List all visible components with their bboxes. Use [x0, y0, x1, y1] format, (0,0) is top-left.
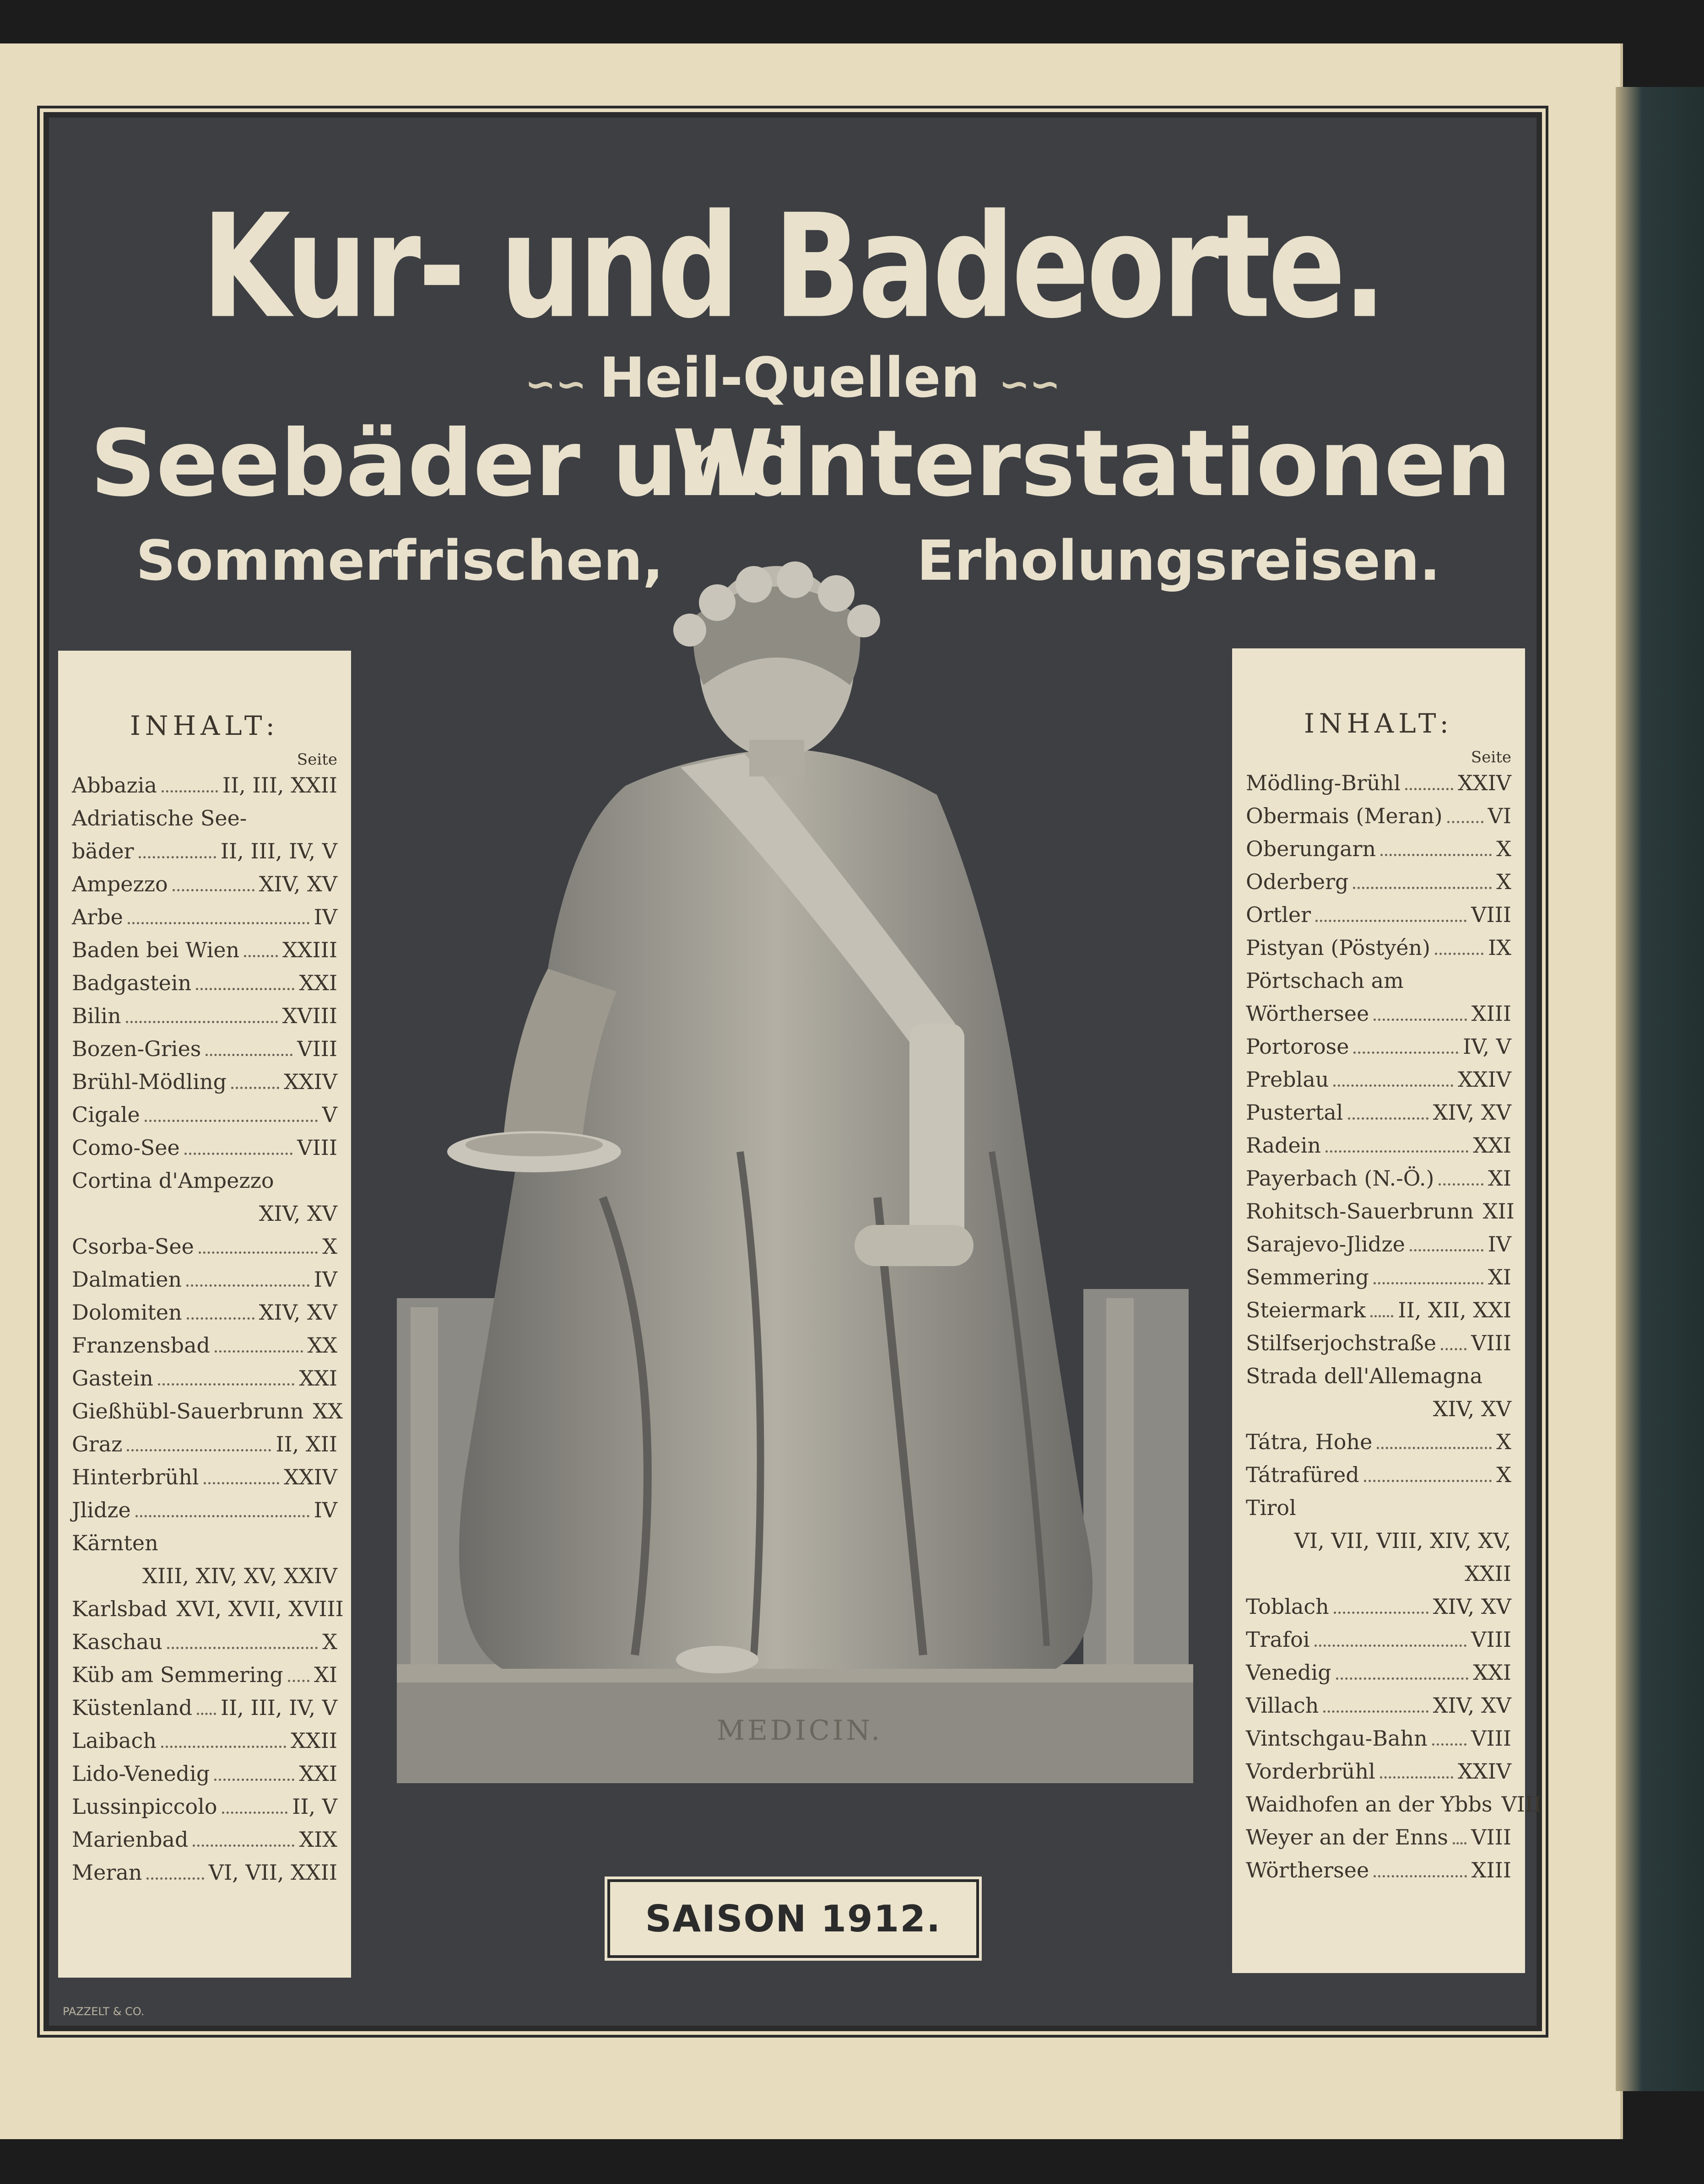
entry-name: Laibach [72, 1728, 157, 1753]
entry-name: Weyer an der Enns [1246, 1825, 1448, 1850]
entry-name: Pörtschach am [1246, 968, 1404, 993]
entry-pages: XI [314, 1662, 337, 1687]
index-entry [1246, 766, 1511, 799]
leader-dots [173, 868, 254, 891]
entry-name: Toblach [1246, 1594, 1329, 1619]
entry-pages: IV, V [1463, 1034, 1511, 1059]
entry-pages: X [322, 1629, 337, 1654]
entry-pages: II, XII [276, 1432, 337, 1456]
entry-name: Radein [1246, 1133, 1321, 1158]
index-entry [1246, 1359, 1511, 1392]
entry-pages: XXIII [282, 938, 337, 962]
entry-name: Jlidze [72, 1498, 131, 1522]
entry-pages: XXI [299, 1761, 337, 1786]
index-entry [1246, 1030, 1511, 1063]
index-entries [1246, 766, 1542, 1887]
index-entry [72, 1461, 337, 1494]
entry-name: Lido-Venedig [72, 1761, 210, 1786]
entry-pages: XXI [1473, 1133, 1511, 1158]
index-entry [72, 1197, 337, 1230]
leader-dots [1441, 1327, 1466, 1350]
entry-pages: VIII [297, 1135, 337, 1160]
index-entry [1246, 832, 1511, 865]
entry-name: Oberungarn [1246, 836, 1376, 861]
index-entry [72, 1790, 337, 1823]
entry-pages: XXII [291, 1728, 337, 1753]
saison-label: SAISON 1912. [645, 1897, 941, 1940]
entry-name: Payerbach (N.-Ö.) [1246, 1166, 1434, 1191]
entry-name: Pustertal [1246, 1100, 1343, 1125]
index-entry [72, 1856, 337, 1889]
entry-name: Strada dell'Allemagna [1246, 1364, 1483, 1388]
entry-name: Semmering [1246, 1265, 1369, 1289]
entry-pages: IX [1488, 935, 1511, 960]
index-entry [1246, 1854, 1511, 1887]
entry-name: Wörthersee [1246, 1001, 1369, 1026]
index-entry [72, 1559, 337, 1592]
leader-dots [139, 835, 216, 858]
heading-sommerfrischen: Sommerfrischen, [136, 529, 664, 593]
entry-pages: XI [1488, 1166, 1511, 1191]
entry-pages: VIII [1471, 1825, 1511, 1850]
index-entry [1246, 1524, 1511, 1557]
leader-dots [187, 1296, 254, 1320]
index-entry [72, 1329, 337, 1362]
entry-pages: XIV, XV [259, 1300, 337, 1325]
leader-dots [1377, 1425, 1492, 1449]
entry-pages: XXIV [284, 1465, 337, 1489]
entry-pages: X [1496, 1429, 1511, 1454]
index-entry [1246, 1129, 1511, 1162]
entry-name: Küb am Semmering [72, 1662, 283, 1687]
index-entry [1246, 1162, 1511, 1195]
entry-pages: XXIV [284, 1069, 337, 1094]
entry-pages: XIV, XV [259, 1201, 337, 1226]
entry-pages: II, XII, XXI [1398, 1298, 1511, 1322]
entry-pages: IV [314, 1498, 337, 1522]
entry-pages: XX [307, 1333, 337, 1358]
index-entry [72, 1526, 337, 1559]
leader-dots [1334, 1590, 1428, 1614]
entry-name: Venedig [1246, 1660, 1331, 1685]
entry-pages: VI [1488, 803, 1511, 828]
entry-name: Villach [1246, 1693, 1319, 1718]
entry-pages: XIV, XV [1433, 1594, 1511, 1619]
leader-dots [186, 1263, 309, 1287]
index-entry [1246, 1327, 1511, 1359]
leader-dots [184, 1131, 293, 1155]
index-entry [1246, 1063, 1511, 1096]
leader-dots [1325, 1129, 1468, 1153]
leader-dots [128, 901, 309, 924]
entry-pages: XIV, XV [1433, 1397, 1511, 1421]
leader-dots [288, 1658, 309, 1682]
entry-pages: II, V [292, 1794, 337, 1819]
entry-pages: VI, VII, XXII [208, 1860, 337, 1885]
index-entry [1246, 1689, 1511, 1722]
entry-name: Marienbad [72, 1827, 189, 1852]
leader-dots [1447, 799, 1483, 823]
index-title: INHALT: [130, 710, 280, 741]
entry-name: Küstenland [72, 1695, 193, 1720]
leader-dots [196, 966, 294, 990]
advertisement-poster [43, 112, 1542, 2031]
entry-pages: V [322, 1102, 337, 1127]
entry-name: Ampezzo [72, 872, 168, 896]
leader-dots [167, 1625, 318, 1649]
entry-name: Oderberg [1246, 869, 1349, 894]
entry-name: Arbe [72, 905, 123, 929]
index-entry [1246, 1557, 1511, 1590]
entry-pages: IV [314, 905, 337, 929]
index-panel-left [58, 651, 351, 1978]
index-entry [1246, 1821, 1511, 1854]
leader-dots [1380, 1755, 1453, 1779]
entry-name: Bozen-Gries [72, 1036, 201, 1061]
index-entry [72, 1823, 337, 1856]
leader-dots [244, 933, 278, 957]
heading-winterstationen: Winterstationen [672, 410, 1511, 517]
leader-dots [162, 769, 218, 793]
leader-dots [1336, 1656, 1469, 1680]
leader-dots [215, 1329, 303, 1353]
index-entry [1246, 1491, 1511, 1524]
entry-pages: XIV, XV [259, 872, 337, 896]
entry-pages: VIII [1471, 1726, 1511, 1751]
entry-name: Mödling-Brühl [1246, 771, 1401, 795]
entry-name: Ortler [1246, 902, 1311, 927]
index-entry [1246, 1294, 1511, 1327]
printer-credit: PAZZELT & CO. [63, 2005, 145, 2018]
leader-dots [1364, 1458, 1492, 1482]
leader-dots [146, 1856, 204, 1880]
index-entry [72, 1230, 337, 1263]
index-entry [72, 1296, 337, 1329]
entry-name: Vintschgau-Bahn [1246, 1726, 1428, 1751]
leader-dots [1380, 832, 1492, 856]
entry-name: Dolomiten [72, 1300, 182, 1325]
entry-name: Lussinpiccolo [72, 1794, 217, 1819]
entry-pages: XIV, XV [1433, 1693, 1511, 1718]
leader-dots [1353, 1030, 1458, 1054]
index-entry [72, 933, 337, 966]
statue-inscription: MEDICIN. [716, 1715, 883, 1747]
leader-dots [1348, 1096, 1428, 1120]
entry-name: Cigale [72, 1102, 140, 1127]
index-entry [1246, 799, 1511, 832]
index-entry [72, 1065, 337, 1098]
entry-pages: XIII, XIV, XV, XXIV [142, 1564, 337, 1588]
index-entry [72, 966, 337, 999]
entry-pages: II, III, XXII [222, 773, 337, 798]
entry-pages: II, III, IV, V [220, 839, 337, 863]
leader-dots [127, 1428, 271, 1451]
index-entry [72, 1625, 337, 1658]
leader-dots [1405, 766, 1453, 790]
entry-pages: XIX [299, 1827, 337, 1852]
entry-name: Steiermark [1246, 1298, 1366, 1322]
index-entry [1246, 931, 1511, 964]
leader-dots [1453, 1821, 1466, 1844]
page-column-label: Seite [1471, 748, 1511, 766]
leader-dots [214, 1757, 294, 1781]
page-column-label: Seite [297, 750, 337, 769]
index-entry [72, 769, 337, 802]
entry-name: Preblau [1246, 1067, 1329, 1092]
entry-name: Tirol [1246, 1495, 1296, 1520]
entry-pages: XIII [1471, 1001, 1511, 1026]
index-entry [1246, 1096, 1511, 1129]
index-entry [72, 1131, 337, 1164]
leader-dots [1315, 1623, 1467, 1647]
index-entry [72, 1164, 337, 1197]
entry-name: Bilin [72, 1003, 121, 1028]
index-entry [72, 1658, 337, 1691]
entry-pages: X [1496, 836, 1511, 861]
index-panel-right [1232, 648, 1542, 1973]
entry-name: Tátra, Hohe [1246, 1429, 1373, 1454]
leader-dots [1435, 931, 1483, 955]
entry-name: Pistyan (Pöstyén) [1246, 935, 1431, 960]
entry-pages: XIII [1471, 1858, 1511, 1882]
leader-dots [145, 1098, 318, 1122]
entry-name: Meran [72, 1860, 142, 1885]
index-entry [1246, 1788, 1542, 1821]
heading-seebaeder: Seebäder und [90, 410, 808, 517]
index-entry [1246, 1392, 1511, 1425]
leader-dots [193, 1823, 294, 1847]
index-entry [1246, 1425, 1511, 1458]
book-binding [1616, 87, 1704, 2091]
leader-dots [135, 1494, 309, 1517]
entry-pages: XXI [299, 1366, 337, 1391]
index-entry [1246, 1755, 1511, 1788]
ornament-left-icon: ∽∽ [525, 363, 600, 405]
index-entry [72, 1362, 337, 1395]
leader-dots [222, 1790, 288, 1814]
entry-name: bäder [72, 839, 134, 863]
leader-dots [1439, 1162, 1483, 1186]
saison-box [607, 1879, 979, 1958]
heading-erholungsreisen: Erholungsreisen. [917, 529, 1440, 593]
index-entry [72, 802, 337, 835]
entry-name: Gastein [72, 1366, 153, 1391]
index-entry [72, 1592, 344, 1625]
entry-name: Waidhofen an der Ybbs [1246, 1792, 1493, 1817]
index-entry [1246, 964, 1511, 997]
leader-dots [1323, 1689, 1428, 1713]
entry-pages: XXIV [1458, 1759, 1511, 1784]
index-entry [1246, 1590, 1511, 1623]
index-entry [1246, 1228, 1511, 1261]
entry-name: Sarajevo-Jlidze [1246, 1232, 1405, 1256]
entry-pages: XX [313, 1399, 343, 1424]
leader-dots [1410, 1228, 1483, 1251]
entry-pages: VIII [1501, 1792, 1542, 1817]
entry-name: Graz [72, 1432, 123, 1456]
entry-pages: XXIV [1458, 1067, 1511, 1092]
leader-dots [1374, 1854, 1467, 1877]
index-entry [72, 1724, 337, 1757]
entry-name: Brühl-Mödling [72, 1069, 227, 1094]
entry-pages: XXI [299, 971, 337, 995]
entry-pages: X [1496, 1462, 1511, 1487]
entry-pages: XI [1488, 1265, 1511, 1289]
entry-name: Tátrafüred [1246, 1462, 1359, 1487]
entry-pages: XVIII [282, 1003, 337, 1028]
leader-dots [197, 1691, 216, 1715]
index-entry [1246, 997, 1511, 1030]
statue-illustration [397, 511, 1193, 1788]
entry-name: Kärnten [72, 1531, 158, 1555]
entry-name: Baden bei Wien [72, 938, 240, 962]
index-entry [1246, 1722, 1511, 1755]
entry-name: Hinterbrühl [72, 1465, 199, 1489]
index-entry [72, 1395, 343, 1428]
index-entry [72, 868, 337, 901]
leader-dots [1315, 898, 1466, 922]
index-entry [1246, 865, 1511, 898]
leader-dots [206, 1032, 292, 1056]
entry-name: Badgastein [72, 971, 192, 995]
entry-pages: VIII [1471, 1627, 1511, 1652]
index-entry [1246, 1656, 1511, 1689]
entry-name: Como-See [72, 1135, 180, 1160]
leader-dots [1432, 1722, 1467, 1746]
leader-dots [1333, 1063, 1453, 1087]
entry-pages: IV [314, 1267, 337, 1292]
entry-pages: X [1496, 869, 1511, 894]
entry-pages: VIII [1471, 1331, 1511, 1355]
index-entries [72, 769, 344, 1889]
index-entry [72, 901, 337, 933]
entry-name: Franzensbad [72, 1333, 210, 1358]
index-entry [1246, 1623, 1511, 1656]
leader-dots [1374, 997, 1467, 1021]
index-entry [72, 1691, 337, 1724]
subtitle-text: Heil-Quellen [599, 346, 980, 410]
leader-dots [204, 1461, 280, 1484]
entry-name: Vorderbrühl [1246, 1759, 1375, 1784]
entry-name: Gießhübl-Sauerbrunn [72, 1399, 304, 1424]
entry-name: Portorose [1246, 1034, 1349, 1059]
index-entry [1246, 898, 1511, 931]
leader-dots [126, 999, 278, 1023]
entry-name: Trafoi [1246, 1627, 1310, 1652]
entry-name: Obermais (Meran) [1246, 803, 1443, 828]
index-entry [72, 1757, 337, 1790]
leader-dots [199, 1230, 318, 1254]
entry-pages: XVI, XVII, XVIII [176, 1596, 344, 1621]
leader-dots [158, 1362, 295, 1386]
index-entry [1246, 1261, 1511, 1294]
ornament-right-icon: ∽∽ [999, 363, 1060, 405]
leader-dots [161, 1724, 286, 1748]
entry-pages: XII [1482, 1199, 1515, 1224]
entry-name: Wörthersee [1246, 1858, 1369, 1882]
entry-pages: VI, VII, VIII, XIV, XV, [1294, 1528, 1511, 1553]
entry-name: Adriatische See- [72, 806, 247, 830]
entry-name: Stilfserjochstraße [1246, 1331, 1437, 1355]
index-entry [1246, 1458, 1511, 1491]
poster-title: Kur- und Badeorte. [201, 183, 1384, 350]
poster-subtitle [49, 346, 1536, 410]
entry-name: Dalmatien [72, 1267, 182, 1292]
index-entry [72, 1494, 337, 1526]
index-entry [72, 1098, 337, 1131]
index-entry [72, 1428, 337, 1461]
index-entry [72, 999, 337, 1032]
entry-pages: VIII [297, 1036, 337, 1061]
entry-pages: X [322, 1234, 337, 1259]
leader-dots [1353, 865, 1492, 889]
entry-pages: II, III, IV, V [220, 1695, 337, 1720]
index-title: INHALT: [1304, 708, 1454, 739]
entry-name: Abbazia [72, 773, 157, 798]
entry-pages: XIV, XV [1433, 1100, 1511, 1125]
entry-name: Karlsbad [72, 1596, 168, 1621]
entry-name: Rohitsch-Sauerbrunn [1246, 1199, 1474, 1224]
leader-dots [1370, 1294, 1393, 1317]
entry-pages: XXI [1473, 1660, 1511, 1685]
leader-dots [1374, 1261, 1483, 1284]
index-entry [1246, 1195, 1515, 1228]
entry-name: Cortina d'Ampezzo [72, 1168, 274, 1193]
entry-name: Kaschau [72, 1629, 162, 1654]
entry-pages: VIII [1471, 902, 1511, 927]
entry-pages: XXIV [1458, 771, 1511, 795]
leader-dots [231, 1065, 279, 1089]
index-entry [72, 835, 337, 868]
entry-pages: XXII [1465, 1561, 1511, 1586]
entry-pages: IV [1488, 1232, 1511, 1256]
index-entry [72, 1032, 337, 1065]
entry-name: Csorba-See [72, 1234, 194, 1259]
index-entry [72, 1263, 337, 1296]
